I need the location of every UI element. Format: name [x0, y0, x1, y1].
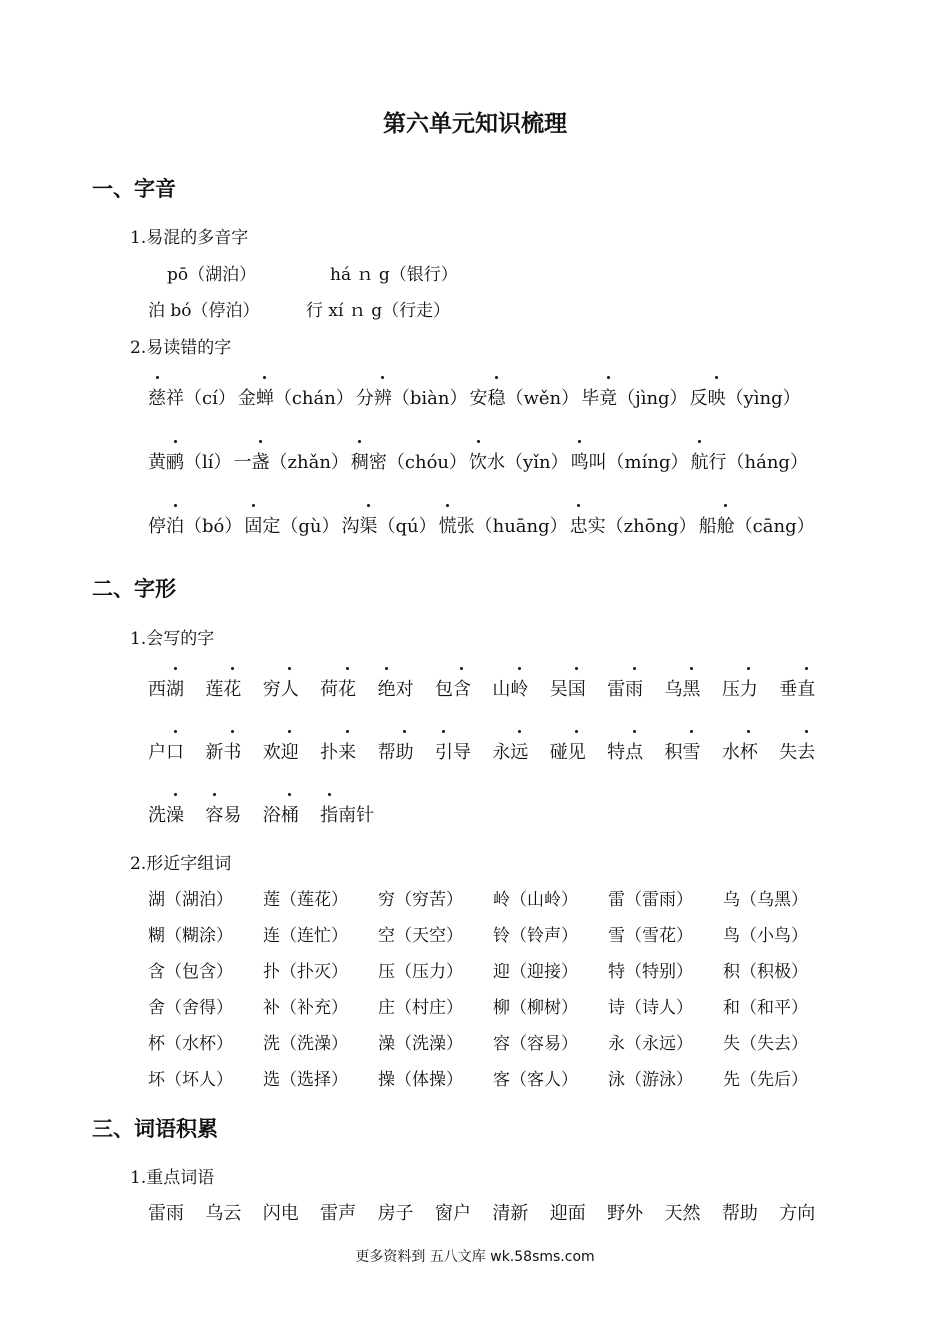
writing-word: 失去	[779, 738, 836, 764]
similar-char-pair: 雪（雪花）	[608, 926, 693, 946]
subheading-polyphones: 1.易混的多音字	[130, 228, 249, 248]
word-grid-row	[148, 675, 837, 701]
similar-char-pair: 澡（洗澡）	[378, 1034, 463, 1054]
misread-word: 黄鹂（lí）	[148, 448, 232, 474]
pairs-row	[148, 957, 838, 982]
similar-char-pair: 客（客人）	[493, 1070, 578, 1090]
misread-word: 饮水（yǐn）	[469, 448, 569, 474]
similar-char-pair: 迎（迎接）	[493, 962, 578, 982]
misread-line	[148, 384, 803, 410]
key-word: 清新	[492, 1203, 529, 1224]
misread-word: 固定（gù）	[244, 512, 339, 538]
key-word: 雷雨	[148, 1203, 184, 1224]
writing-word: 指南针	[320, 801, 377, 827]
misread-word: 沟渠（qú）	[341, 512, 436, 538]
similar-char-pair: 柳（柳树）	[493, 998, 578, 1018]
key-words-row	[148, 1199, 837, 1225]
dotted-char: 渠	[359, 512, 377, 538]
section-heading-1: 一、字音	[92, 177, 176, 201]
similar-char-pair: 含（包含）	[148, 962, 233, 982]
dotted-char: 竟	[599, 384, 617, 410]
writing-word: 永远	[492, 738, 549, 764]
similar-char-pair: 雷（雷雨）	[608, 890, 693, 910]
dotted-char: 辨	[374, 384, 392, 410]
similar-char-pair: 鸟（小鸟）	[723, 926, 808, 946]
similar-char-pair: 连（连忙）	[263, 926, 348, 946]
similar-char-pair: 特（特别）	[608, 962, 693, 982]
similar-char-pair: 容（容易）	[493, 1034, 578, 1054]
similar-char-pair: 先（先后）	[723, 1070, 808, 1090]
similar-char-pair: 补（补充）	[263, 998, 348, 1018]
writing-word: 乌黑	[665, 675, 722, 701]
misread-word: 鸣叫（míng）	[571, 448, 689, 474]
dotted-char: 泊	[166, 512, 184, 538]
similar-char-pair: 杯（水杯）	[148, 1034, 233, 1054]
writing-word: 积雪	[665, 738, 722, 764]
similar-char-pair: 庄（村庄）	[378, 998, 463, 1018]
key-word: 天然	[664, 1203, 701, 1224]
misread-word: 分辨（biàn）	[356, 384, 468, 410]
misread-word: 停泊（bó）	[148, 512, 242, 538]
writing-word: 容易	[205, 801, 262, 827]
writing-word: 洗澡	[148, 801, 205, 827]
section-heading-3: 三、词语积累	[92, 1117, 218, 1141]
similar-char-pair: 和（和平）	[723, 998, 808, 1018]
dotted-char: 舱	[717, 512, 735, 538]
writing-word: 碰见	[550, 738, 607, 764]
key-word: 乌云	[205, 1203, 242, 1224]
misread-word: 稠密（chóu）	[351, 448, 467, 474]
similar-char-pair: 积（积极）	[723, 962, 808, 982]
key-word: 雷声	[320, 1203, 357, 1224]
pairs-row	[148, 993, 838, 1018]
writing-word: 压力	[722, 675, 779, 701]
dotted-char: 航	[691, 448, 709, 474]
misread-word: 慌张（huāng）	[439, 512, 568, 538]
writing-word: 绝对	[378, 675, 435, 701]
similar-char-pair: 失（失去）	[723, 1034, 808, 1054]
writing-word: 帮助	[378, 738, 435, 764]
writing-word: 浴桶	[263, 801, 320, 827]
dotted-char: 稠	[351, 448, 369, 474]
dotted-char: 鹂	[166, 448, 184, 474]
similar-char-pair: 泳（游泳）	[608, 1070, 693, 1090]
writing-word: 户口	[148, 738, 205, 764]
similar-char-pair: 湖（湖泊）	[148, 890, 233, 910]
dotted-char: 慈	[148, 384, 166, 410]
subheading-misread: 2.易读错的字	[130, 338, 232, 358]
writing-word: 垂直	[779, 675, 836, 701]
writing-word: 特点	[607, 738, 664, 764]
pairs-row	[148, 921, 838, 946]
dotted-char: 稳	[487, 384, 505, 410]
dotted-char: 蝉	[256, 384, 274, 410]
key-word: 窗户	[434, 1203, 471, 1224]
similar-char-pair: 永（永远）	[608, 1034, 693, 1054]
dotted-char: 盏	[252, 448, 270, 474]
similar-char-pair: 糊（糊涂）	[148, 926, 233, 946]
similar-char-pair: 洗（洗澡）	[263, 1034, 348, 1054]
writing-word: 雷雨	[607, 675, 664, 701]
writing-word: 吴国	[550, 675, 607, 701]
writing-word: 包含	[435, 675, 492, 701]
dotted-char: 固	[244, 512, 262, 538]
writing-word: 荷花	[320, 675, 377, 701]
misread-word: 一盏（zhǎn）	[234, 448, 349, 474]
misread-word: 船舱（cāng）	[699, 512, 815, 538]
writing-word: 穷人	[263, 675, 320, 701]
writing-word: 山岭	[492, 675, 549, 701]
key-word: 帮助	[721, 1203, 758, 1224]
page-title: 第六单元知识梳理	[383, 111, 567, 137]
misread-word: 安稳（wěn）	[469, 384, 579, 410]
writing-word: 扑来	[320, 738, 377, 764]
writing-word: 莲花	[205, 675, 262, 701]
similar-char-pair: 铃（铃声）	[493, 926, 578, 946]
writing-word: 引导	[435, 738, 492, 764]
subheading-similar-chars: 2.形近字组词	[130, 854, 232, 874]
polyphone-xing: 行 xí ｎ g（行走）	[306, 301, 451, 321]
misread-word: 反映（yìng）	[690, 384, 801, 410]
similar-char-pair: 岭（山岭）	[493, 890, 578, 910]
similar-char-pair: 扑（扑灭）	[263, 962, 348, 982]
similar-char-pair: 莲（莲花）	[263, 890, 348, 910]
subheading-writing: 1.会写的字	[130, 629, 215, 649]
footer-watermark: 更多资料到 五八文库 wk.58sms.com	[355, 1249, 595, 1265]
misread-line	[148, 512, 817, 538]
similar-char-pair: 操（体操）	[378, 1070, 463, 1090]
polyphone-bo: 泊 bó（停泊）	[148, 301, 260, 321]
key-word: 方向	[779, 1203, 816, 1224]
pairs-row	[148, 1029, 838, 1054]
key-word: 闪电	[262, 1203, 299, 1224]
writing-word: 欢迎	[263, 738, 320, 764]
key-word: 房子	[377, 1203, 414, 1224]
misread-word: 金蝉（chán）	[238, 384, 354, 410]
similar-char-pair: 坏（坏人）	[148, 1070, 233, 1090]
misread-line	[148, 448, 810, 474]
dotted-char: 映	[708, 384, 726, 410]
writing-word: 西湖	[148, 675, 205, 701]
similar-char-pair: 压（压力）	[378, 962, 463, 982]
similar-char-pair: 穷（穷苦）	[378, 890, 463, 910]
misread-word: 航行（háng）	[691, 448, 808, 474]
misread-word: 忠实（zhōng）	[570, 512, 697, 538]
misread-word: 慈祥（cí）	[148, 384, 236, 410]
pairs-row	[148, 1065, 838, 1090]
pairs-row	[148, 885, 838, 910]
polyphone-po: pō（湖泊）	[167, 265, 257, 285]
similar-char-pair: 舍（舍得）	[148, 998, 233, 1018]
word-grid-row	[148, 738, 837, 764]
section-heading-2: 二、字形	[92, 577, 176, 601]
similar-char-pair: 诗（诗人）	[608, 998, 693, 1018]
dotted-char: 慌	[439, 512, 457, 538]
dotted-char: 忠	[570, 512, 588, 538]
subheading-key-words: 1.重点词语	[130, 1168, 215, 1188]
misread-word: 毕竟（jìng）	[581, 384, 687, 410]
key-word: 野外	[607, 1203, 644, 1224]
similar-char-pair: 乌（乌黑）	[723, 890, 808, 910]
key-word: 迎面	[549, 1203, 586, 1224]
similar-char-pair: 选（选择）	[263, 1070, 348, 1090]
similar-char-pair: 空（天空）	[378, 926, 463, 946]
word-grid-row	[148, 801, 378, 827]
polyphone-hang: há ｎ g（银行）	[330, 265, 458, 285]
writing-word: 水杯	[722, 738, 779, 764]
dotted-char: 鸣	[571, 448, 589, 474]
dotted-char: 饮	[469, 448, 487, 474]
writing-word: 新书	[205, 738, 262, 764]
